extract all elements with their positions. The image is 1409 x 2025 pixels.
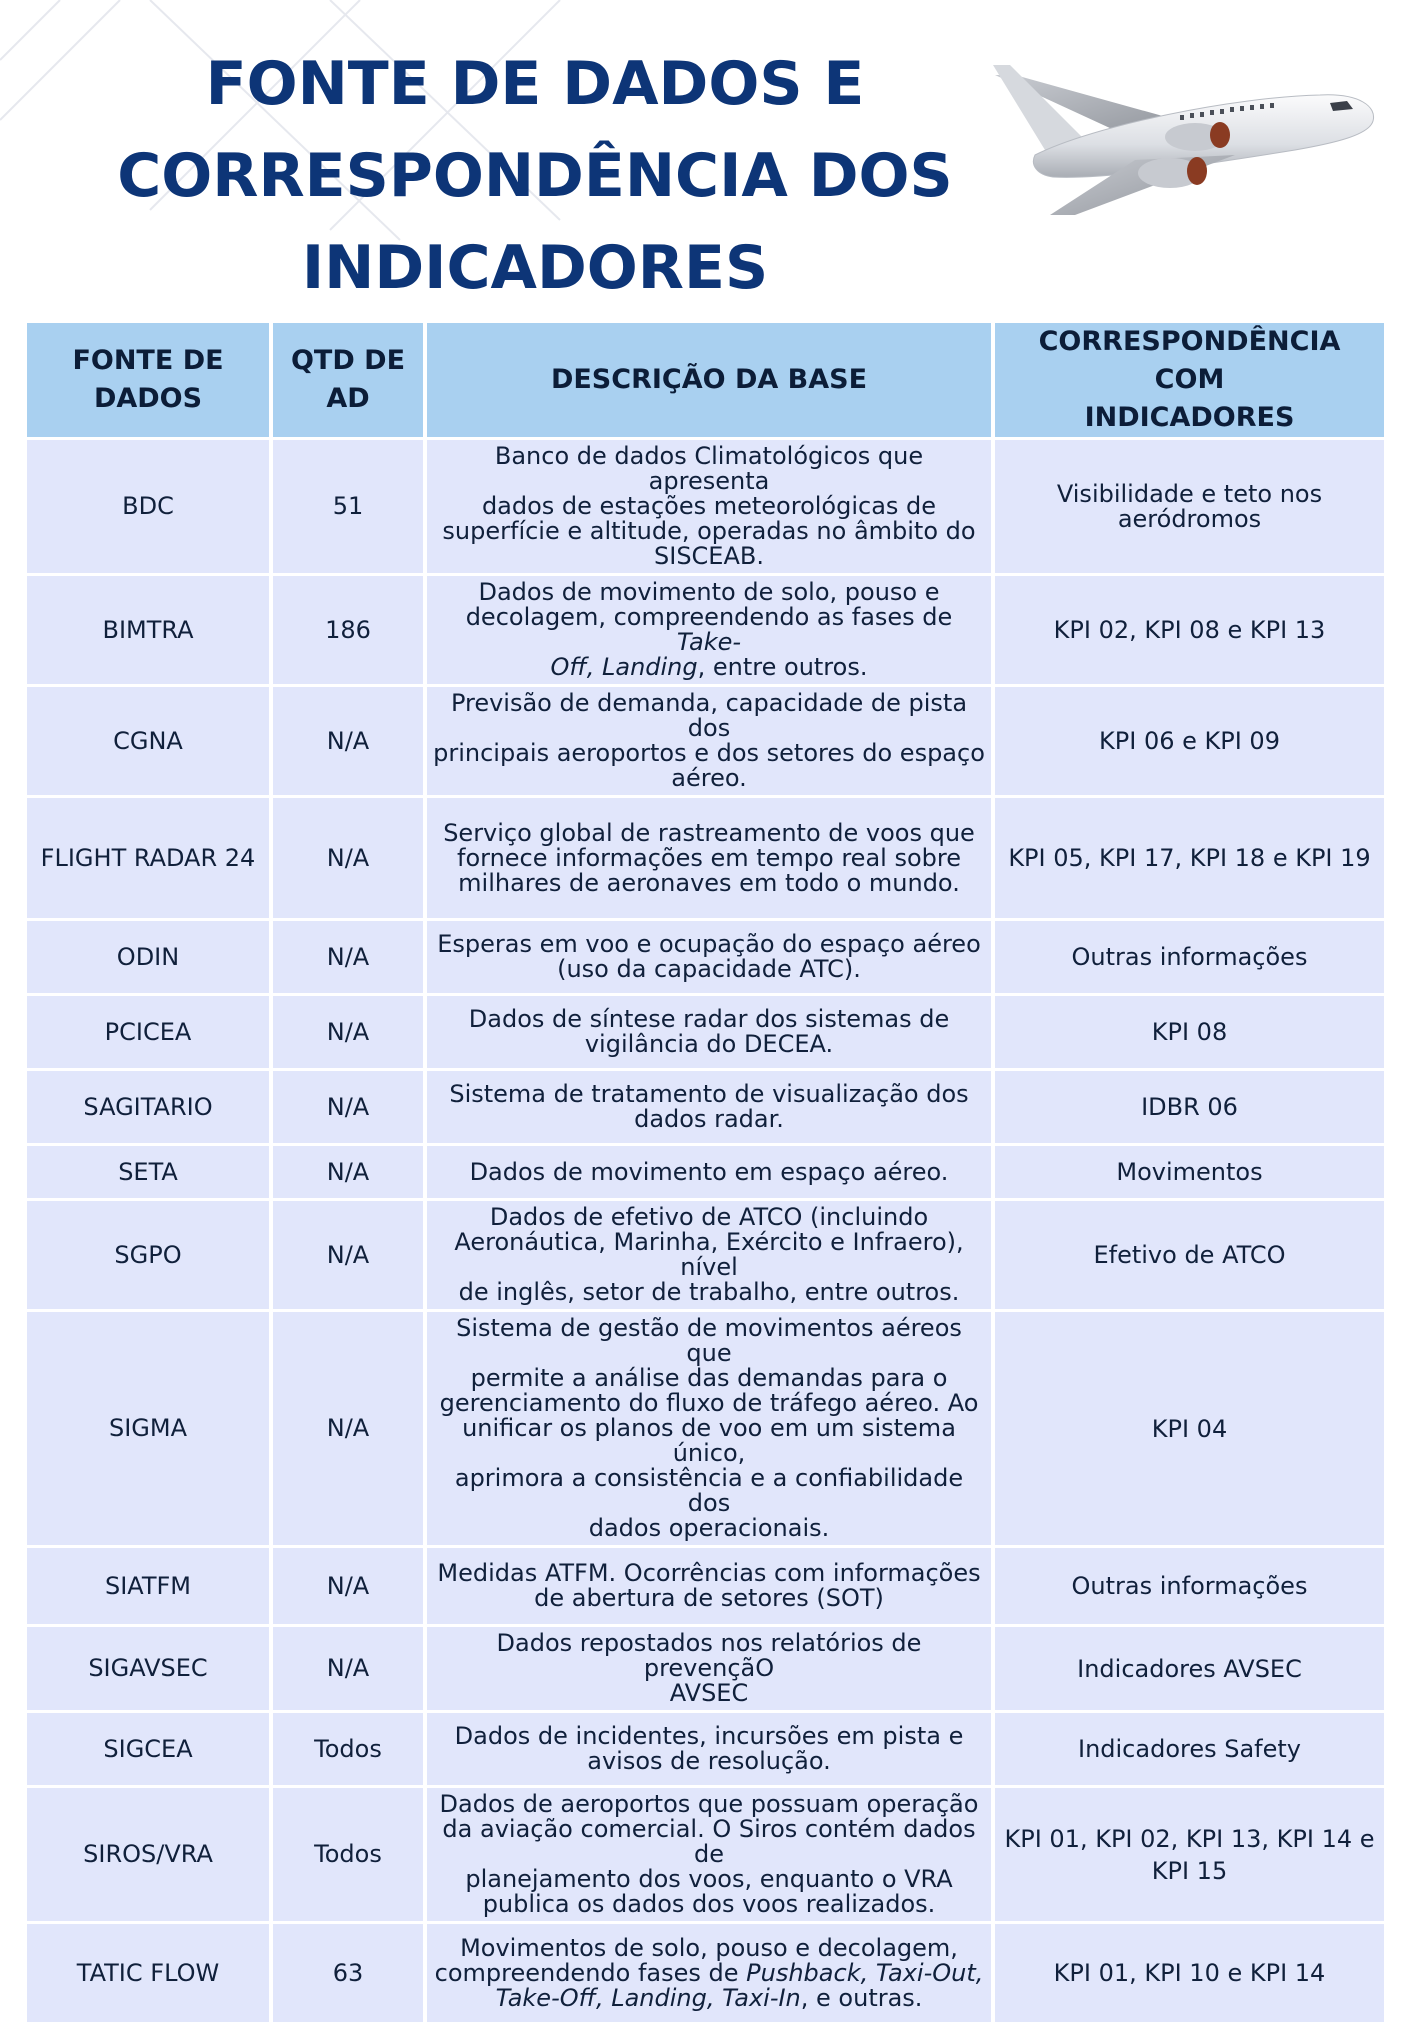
cell-qtd: 186 — [273, 576, 423, 684]
header-fonte-line2: DADOS — [93, 383, 203, 414]
desc-line: de abertura de setores (SOT) — [534, 1584, 884, 1612]
cell-descricao — [427, 440, 991, 573]
table-row — [27, 921, 1384, 993]
desc-line: unificar os planos de voo em um sistema único, — [462, 1414, 956, 1467]
desc-line: principais aeroportos e dos setores do espaço — [433, 739, 985, 767]
corr-line: aeródromos — [1117, 504, 1262, 533]
table-row — [27, 798, 1384, 918]
page-title — [90, 38, 980, 314]
cell-qtd: N/A — [273, 996, 423, 1068]
desc-line: avisos de resolução. — [587, 1747, 831, 1775]
cell-descricao — [427, 996, 991, 1068]
cell-fonte: SIROS/VRA — [27, 1788, 269, 1921]
desc-line: aéreo. — [671, 764, 747, 792]
desc-line: Banco de dados Climatológicos que apresenta — [494, 442, 924, 495]
table-row — [27, 440, 1384, 573]
desc-line: vigilância do DECEA. — [584, 1030, 834, 1058]
desc-line: da aviação comercial. O Siros contém dados de — [442, 1815, 976, 1868]
cell-qtd: N/A — [273, 687, 423, 795]
cell-fonte: SIGCEA — [27, 1713, 269, 1785]
corr-line: Outras informações — [1071, 1572, 1308, 1600]
desc-line: superfície e altitude, operadas no âmbito do — [442, 517, 976, 545]
desc-line: dados de estações meteorológicas de — [481, 492, 937, 520]
desc-line: Aeronáutica, Marinha, Exército e Infraero), nível — [454, 1228, 964, 1281]
cell-descricao — [427, 1548, 991, 1624]
cell-fonte: BDC — [27, 440, 269, 573]
cell-fonte: SIATFM — [27, 1548, 269, 1624]
desc-line: Dados de aeroportos que possuam operação — [439, 1790, 979, 1818]
header-descricao-text: DESCRIÇÃO DA BASE — [550, 364, 868, 395]
desc-line: Sistema de tratamento de visualização dos — [449, 1080, 969, 1108]
cell-descricao — [427, 798, 991, 918]
cell-qtd: N/A — [273, 1548, 423, 1624]
cell-correspondencia — [995, 1788, 1384, 1921]
table-row — [27, 1146, 1384, 1198]
table-row — [27, 1627, 1384, 1710]
cell-fonte: SIGAVSEC — [27, 1627, 269, 1710]
corr-line: KPI 01, KPI 02, KPI 13, KPI 14 e — [1004, 1824, 1375, 1853]
cell-fonte: SIGMA — [27, 1312, 269, 1545]
cell-fonte: SETA — [27, 1146, 269, 1198]
table-header-row — [27, 323, 1384, 437]
corr-line: KPI 15 — [1151, 1856, 1228, 1885]
cell-fonte: TATIC FLOW — [27, 1924, 269, 2022]
table-row — [27, 1548, 1384, 1624]
cell-descricao — [427, 1627, 991, 1710]
title-line-1: FONTE DE DADOS E — [205, 49, 865, 119]
header-corr-line1: CORRESPONDÊNCIA COM — [1038, 326, 1341, 395]
desc-line: Esperas em voo e ocupação do espaço aéreo — [437, 930, 981, 958]
cell-qtd: Todos — [273, 1788, 423, 1921]
desc-line: permite a análise das demandas para o — [470, 1364, 948, 1392]
cell-correspondencia — [995, 1201, 1384, 1309]
desc-line: gerenciamento do fluxo de tráfego aéreo. Ao — [439, 1389, 979, 1417]
cell-qtd: N/A — [273, 798, 423, 918]
cell-correspondencia — [995, 996, 1384, 1068]
cell-fonte: SGPO — [27, 1201, 269, 1309]
desc-line: Movimentos de solo, pouso e decolagem, — [460, 1933, 958, 1962]
data-sources-table — [23, 320, 1388, 2025]
cell-correspondencia — [995, 440, 1384, 573]
corr-line: Visibilidade e teto nos — [1056, 479, 1323, 508]
corr-line: KPI 06 e KPI 09 — [1099, 727, 1280, 755]
desc-line: Dados de incidentes, incursões em pista e — [454, 1722, 964, 1750]
desc-line: Dados de movimento em espaço aéreo. — [469, 1157, 949, 1186]
cell-descricao — [427, 1146, 991, 1198]
cell-qtd: N/A — [273, 1201, 423, 1309]
header-qtd-line1: QTD DE — [290, 345, 406, 376]
desc-line: dados operacionais. — [588, 1514, 830, 1542]
cell-qtd: Todos — [273, 1713, 423, 1785]
cell-fonte: SAGITARIO — [27, 1071, 269, 1143]
cell-correspondencia — [995, 798, 1384, 918]
header-correspondencia — [995, 323, 1384, 437]
corr-line: IDBR 06 — [1141, 1093, 1238, 1121]
title-line-3: INDICADORES — [301, 233, 769, 303]
desc-line: , entre outros. — [697, 653, 868, 681]
header-qtd — [273, 323, 423, 437]
cell-qtd: N/A — [273, 1146, 423, 1198]
desc-line: Dados de efetivo de ATCO (incluindo — [489, 1203, 929, 1231]
cell-correspondencia — [995, 1548, 1384, 1624]
desc-italic: Off, Landing — [550, 653, 698, 681]
cell-fonte: ODIN — [27, 921, 269, 993]
table-row — [27, 1312, 1384, 1545]
desc-line: aprimora a consistência e a confiabilidade dos — [454, 1464, 964, 1517]
cell-descricao — [427, 1201, 991, 1309]
cell-correspondencia — [995, 1627, 1384, 1710]
cell-descricao — [427, 576, 991, 684]
header-descricao — [427, 323, 991, 437]
corr-line: Efetivo de ATCO — [1093, 1241, 1286, 1269]
desc-line: decolagem, compreendendo as fases de — [465, 603, 953, 631]
table-row — [27, 1924, 1384, 2022]
desc-line: Medidas ATFM. Ocorrências com informações — [437, 1559, 981, 1587]
title-line-2: CORRESPONDÊNCIA DOS — [117, 141, 953, 211]
corr-line: KPI 05, KPI 17, KPI 18 e KPI 19 — [1008, 844, 1371, 872]
cell-descricao — [427, 1924, 991, 2022]
corr-line: KPI 04 — [1151, 1414, 1228, 1443]
cell-correspondencia — [995, 1312, 1384, 1545]
desc-line: Serviço global de rastreamento de voos que — [443, 818, 975, 847]
table-row — [27, 996, 1384, 1068]
header-qtd-line2: AD — [326, 383, 370, 414]
desc-line: publica os dados dos voos realizados. — [482, 1890, 936, 1918]
cell-qtd: N/A — [273, 921, 423, 993]
desc-line: Previsão de demanda, capacidade de pista dos — [450, 689, 968, 742]
airplane-illustration — [975, 55, 1385, 225]
cell-correspondencia — [995, 1713, 1384, 1785]
cell-descricao — [427, 687, 991, 795]
table-row — [27, 1713, 1384, 1785]
cell-correspondencia — [995, 1146, 1384, 1198]
cell-correspondencia — [995, 576, 1384, 684]
corr-line: Indicadores AVSEC — [1077, 1654, 1302, 1683]
corr-line: KPI 01, KPI 10 e KPI 14 — [1053, 1959, 1326, 1987]
desc-line: milhares de aeronaves em todo o mundo. — [458, 868, 960, 897]
desc-line: AVSEC — [669, 1679, 749, 1707]
cell-fonte: FLIGHT RADAR 24 — [27, 798, 269, 918]
desc-line: SISCEAB. — [654, 542, 764, 570]
table-row — [27, 687, 1384, 795]
cell-qtd: 51 — [273, 440, 423, 573]
cell-descricao — [427, 921, 991, 993]
corr-line: Outras informações — [1071, 943, 1308, 971]
header-fonte-line1: FONTE DE — [72, 345, 224, 376]
desc-line: de inglês, setor de trabalho, entre outros. — [458, 1278, 960, 1306]
desc-line: fornece informações em tempo real sobre — [457, 843, 961, 872]
cell-correspondencia — [995, 1924, 1384, 2022]
header-fonte — [27, 323, 269, 437]
desc-line: Dados repostados nos relatórios de prevençãO — [496, 1629, 922, 1682]
cell-descricao — [427, 1788, 991, 1921]
desc-italic: Pushback, Taxi-Out, — [746, 1958, 984, 1987]
cell-qtd: N/A — [273, 1312, 423, 1545]
desc-line: Dados de síntese radar dos sistemas de — [468, 1005, 950, 1033]
cell-qtd: N/A — [273, 1071, 423, 1143]
cell-fonte: PCICEA — [27, 996, 269, 1068]
corr-line: KPI 08 — [1151, 1018, 1228, 1046]
desc-line: Dados de movimento de solo, pouso e — [478, 578, 940, 606]
header-corr-line2: INDICADORES — [1084, 402, 1295, 433]
corr-line: Indicadores Safety — [1077, 1735, 1302, 1763]
cell-fonte: BIMTRA — [27, 576, 269, 684]
desc-italic: Take- — [676, 628, 742, 656]
desc-line: , e outras. — [800, 1983, 923, 2012]
table-row — [27, 1201, 1384, 1309]
table-row — [27, 576, 1384, 684]
cell-descricao — [427, 1312, 991, 1545]
cell-correspondencia — [995, 1071, 1384, 1143]
desc-line: dados radar. — [634, 1105, 784, 1133]
desc-italic: Take-Off, Landing, Taxi-In — [495, 1983, 801, 2012]
cell-qtd: N/A — [273, 1627, 423, 1710]
cell-descricao — [427, 1071, 991, 1143]
corr-line: KPI 02, KPI 08 e KPI 13 — [1053, 616, 1326, 644]
cell-correspondencia — [995, 921, 1384, 993]
cell-qtd: 63 — [273, 1924, 423, 2022]
cell-descricao — [427, 1713, 991, 1785]
cell-correspondencia — [995, 687, 1384, 795]
corr-line: Movimentos — [1116, 1158, 1263, 1186]
desc-line: Sistema de gestão de movimentos aéreos que — [456, 1314, 962, 1367]
table-row — [27, 1788, 1384, 1921]
table-row — [27, 1071, 1384, 1143]
desc-line: compreendendo fases de — [434, 1958, 747, 1987]
cell-fonte: CGNA — [27, 687, 269, 795]
desc-line: planejamento dos voos, enquanto o VRA — [465, 1865, 953, 1893]
desc-line: (uso da capacidade ATC). — [557, 955, 861, 983]
